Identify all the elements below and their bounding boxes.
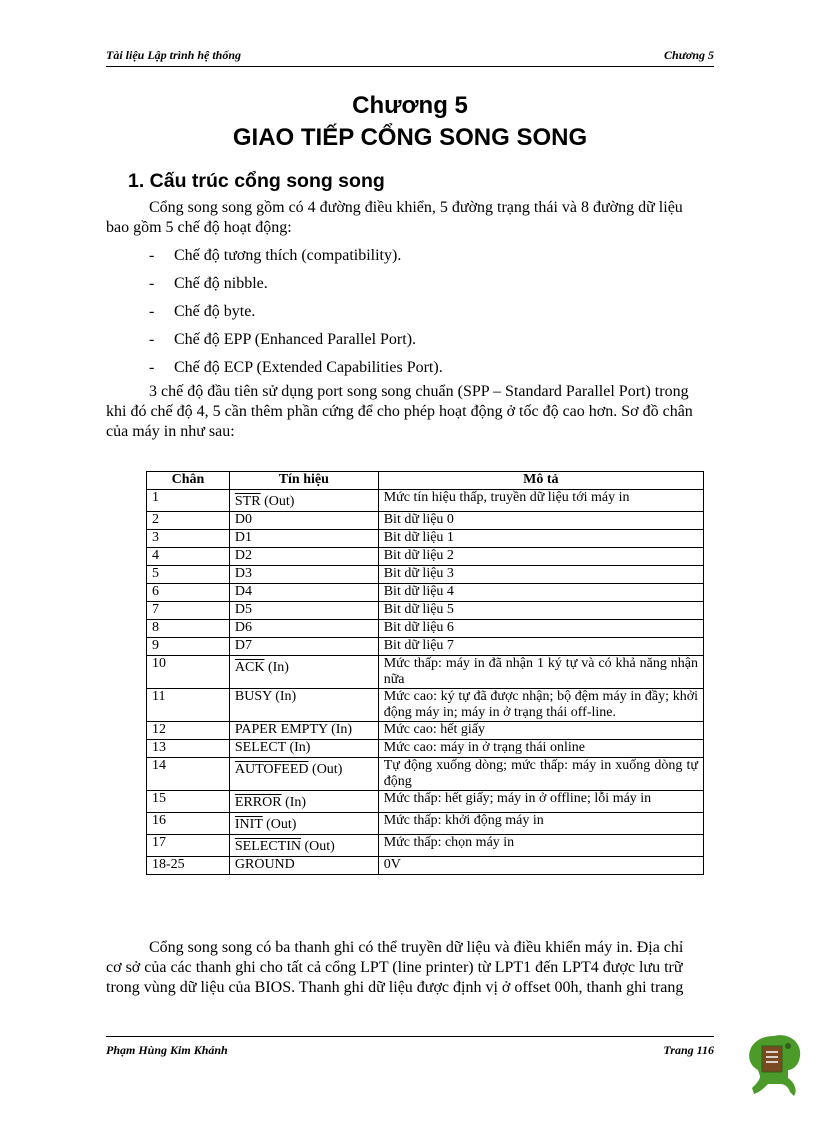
active-low-signal: $\overline{ACK}$ <box>234 660 265 675</box>
header-document-title: Tài liệu Lập trình hệ thống <box>106 48 242 62</box>
registers-line-2: cơ sở của các thanh ghi cho tất cả cổng LPT (line printer) từ LPT1 đến LPT4 được lưu trữ <box>106 959 683 976</box>
modes-paragraph <box>106 382 714 442</box>
mascot-book <box>762 1046 782 1072</box>
column-header-pin: Chân <box>147 472 230 490</box>
active-low-signal: INIT <box>234 817 263 832</box>
table-row: 12 PAPER EMPTY (In) Mức cao: hết giấy <box>147 722 704 740</box>
column-header-description: Mô tả <box>378 472 703 490</box>
table-row: 14 AUTOFEED (Out) Tự động xuống dòng; mức thấp: máy in xuống dòng tự động <box>147 758 704 791</box>
table-row: 17 SELECTIN (Out) Mức thấp: chọn máy in <box>147 835 704 857</box>
header-chapter: Chương 5 <box>664 48 714 62</box>
registers-paragraph <box>106 938 714 998</box>
table-row: 2 D0 Bit dữ liệu 0 <box>147 512 704 530</box>
list-item: - Chế độ tương thích (compatibility). <box>149 247 402 264</box>
table-row: 8 D6 Bit dữ liệu 6 <box>147 620 704 638</box>
book-mascot-icon <box>744 1030 804 1102</box>
active-low-signal: SELECTIN <box>234 839 301 854</box>
page-header <box>106 48 714 66</box>
registers-line-3: trong vùng dữ liệu của BIOS. Thanh ghi dữ liệu được định vị ở offset 00h, thanh ghi trang <box>106 979 684 996</box>
list-item: - Chế độ EPP (Enhanced Parallel Port). <box>149 331 417 348</box>
table-row: 13 SELECT (In) Mức cao: máy in ở trạng thái online <box>147 740 704 758</box>
footer-rule <box>106 1036 714 1037</box>
table-row: 10 $\overline{ACK}$ (In) Mức thấp: máy in đã nhận 1 ký tự và có khả năng nhận nữa <box>147 656 704 689</box>
table-row: 3 D1 Bit dữ liệu 1 <box>147 530 704 548</box>
footer-author: Phạm Hùng Kim Khánh <box>106 1043 228 1057</box>
table-row: 4 D2 Bit dữ liệu 2 <box>147 548 704 566</box>
table-row: 6 D4 Bit dữ liệu 4 <box>147 584 704 602</box>
chapter-title: GIAO TIẾP CỔNG SONG SONG <box>232 124 588 151</box>
table-row: 5 D3 Bit dữ liệu 3 <box>147 566 704 584</box>
footer-page-number: Trang 116 <box>663 1043 714 1057</box>
modes-line-1: 3 chế độ đầu tiên sử dụng port song song chuẩn (SPP – Standard Parallel Port) trong <box>149 383 689 400</box>
header-rule <box>106 66 714 67</box>
column-header-signal: Tín hiệu <box>229 472 378 490</box>
pin-table <box>146 471 704 875</box>
active-low-signal: ERROR <box>234 795 282 810</box>
active-low-signal: AUTOFEED <box>234 762 309 777</box>
mascot-eye <box>785 1043 791 1049</box>
section-heading: 1. Cấu trúc cổng song song <box>128 170 385 192</box>
table-row: 9 D7 Bit dữ liệu 7 <box>147 638 704 656</box>
modes-line-3: của máy in như sau: <box>106 423 235 440</box>
table-row: 16 INIT (Out) Mức thấp: khởi động máy in <box>147 813 704 835</box>
intro-line-1: Cổng song song gồm có 4 đường điều khiển, 5 đường trạng thái và 8 đường dữ liệu <box>149 199 683 216</box>
table-row: 15 ERROR (In) Mức thấp: hết giấy; máy in ở offline; lỗi máy in <box>147 791 704 813</box>
registers-line-1: Cổng song song có ba thanh ghi có thể truyền dữ liệu và điều khiển máy in. Địa chỉ <box>149 939 684 956</box>
table-row: 18-25 GROUND 0V <box>147 857 704 875</box>
chapter-number: Chương 5 <box>352 92 468 119</box>
active-low-signal: $\overline{STR}$ <box>234 494 261 509</box>
mode-list <box>149 246 443 386</box>
table-row: 7 D5 Bit dữ liệu 5 <box>147 602 704 620</box>
modes-line-2: khi đó chế độ 4, 5 cần thêm phần cứng để cho phép hoạt động ở tốc độ cao hơn. Sơ đồ chân <box>106 403 693 420</box>
intro-paragraph <box>106 198 714 238</box>
page-footer <box>106 1043 714 1061</box>
table-row: 1 $\overline{STR}$ (Out) Mức tín hiệu thấp, truyền dữ liệu tới máy in <box>147 490 704 512</box>
list-item: - Chế độ ECP (Extended Capabilities Port). <box>149 359 443 376</box>
intro-line-2: bao gồm 5 chế độ hoạt động: <box>106 219 292 236</box>
list-item: - Chế độ nibble. <box>149 275 268 292</box>
list-item: - Chế độ byte. <box>149 303 256 320</box>
table-row: 11 BUSY (In) Mức cao: ký tự đã được nhận; bộ đệm máy in đầy; khởi động máy in; máy in ở trạng thái off-line. <box>147 689 704 722</box>
